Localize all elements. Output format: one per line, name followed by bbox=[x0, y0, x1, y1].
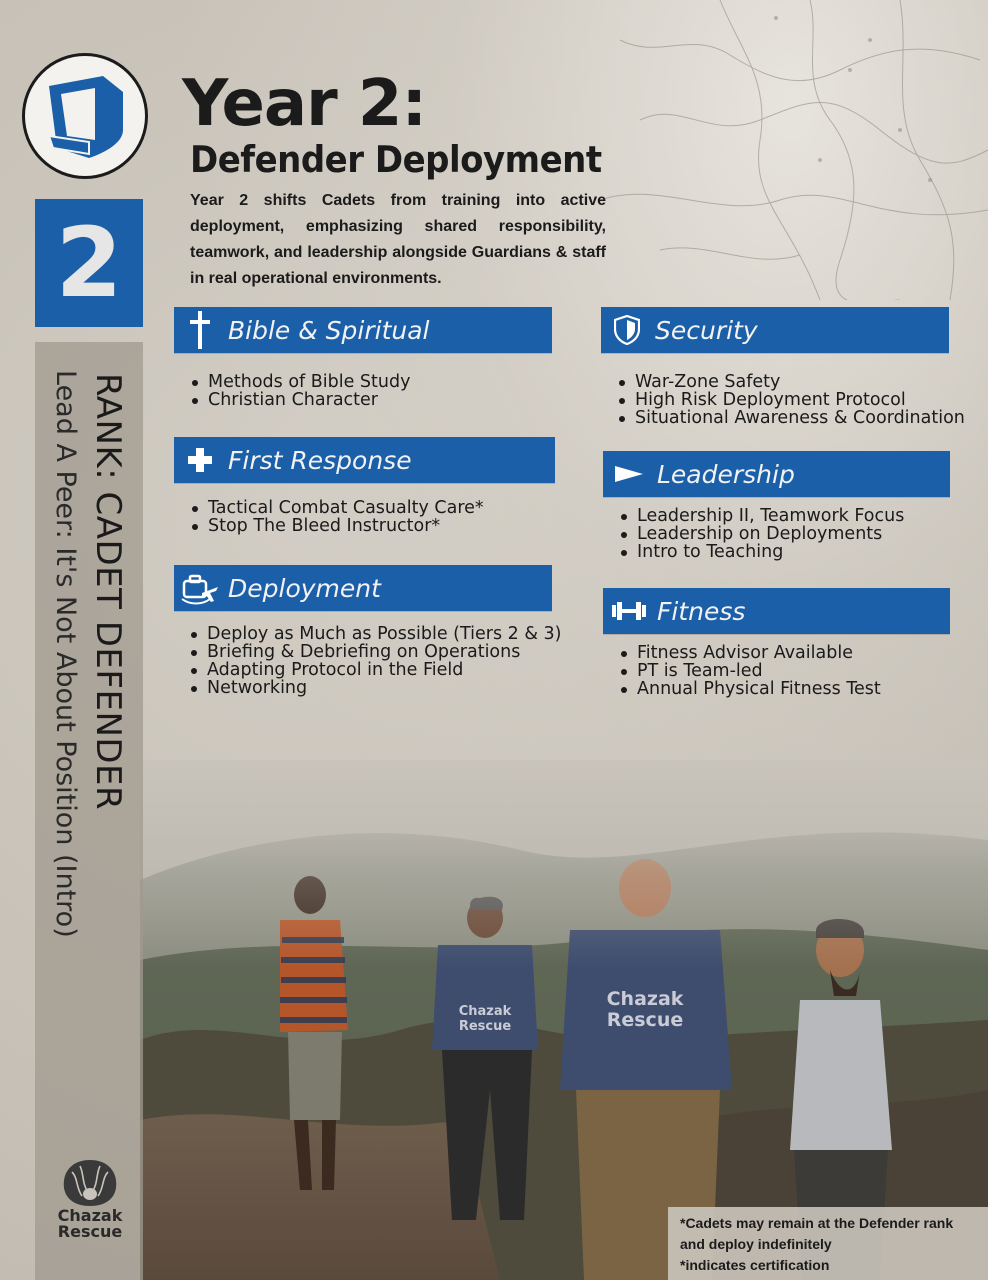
section-title: Leadership bbox=[657, 459, 795, 489]
list-item: Annual Physical Fitness Test bbox=[615, 680, 950, 698]
logo-word-1: Chazak bbox=[57, 1206, 123, 1225]
medical-cross-icon bbox=[178, 437, 222, 483]
logo-word-2: Rescue bbox=[57, 1222, 123, 1241]
section-title: Deployment bbox=[228, 573, 381, 603]
section-list bbox=[186, 499, 555, 535]
intro-paragraph: Year 2 shifts Cadets from training into active deployment, emphasizing shared responsibility, teamwork, and leadership alongside Guardians & staff in real operational environments. bbox=[190, 192, 606, 287]
list-item: Fitness Advisor Available bbox=[615, 644, 950, 662]
rank-subtitle: Lead A Peer: It's Not About Position (Intro) bbox=[50, 370, 81, 938]
list-item: Adapting Protocol in the Field bbox=[185, 661, 552, 679]
footnote-line: *indicates certification bbox=[680, 1257, 830, 1273]
chazak-rescue-logo bbox=[42, 1158, 138, 1240]
section-first-response bbox=[174, 437, 555, 535]
section-list bbox=[186, 373, 552, 409]
section-header bbox=[601, 307, 949, 353]
list-item: Situational Awareness & Coordination bbox=[613, 409, 949, 427]
list-item: Stop The Bleed Instructor* bbox=[186, 517, 555, 535]
cross-icon bbox=[178, 307, 222, 353]
list-item: Tactical Combat Casualty Care* bbox=[186, 499, 555, 517]
section-list bbox=[615, 507, 950, 561]
rank-number-box bbox=[35, 199, 143, 327]
section-list bbox=[615, 644, 950, 698]
rank-title: RANK: CADET DEFENDER bbox=[88, 373, 128, 811]
list-item: High Risk Deployment Protocol bbox=[613, 391, 949, 409]
list-item: War-Zone Safety bbox=[613, 373, 949, 391]
lion-icon bbox=[58, 1158, 122, 1208]
section-deployment bbox=[174, 565, 562, 698]
page-title: Year 2: bbox=[182, 67, 427, 141]
section-header bbox=[603, 588, 950, 634]
section-header bbox=[174, 307, 552, 353]
list-item: Deploy as Much as Possible (Tiers 2 & 3) bbox=[185, 625, 552, 643]
section-list bbox=[613, 372, 965, 428]
suitcase-plane-icon bbox=[178, 565, 222, 611]
section-security bbox=[601, 307, 965, 428]
section-header bbox=[174, 437, 555, 483]
footnote-line: and deploy indefinitely bbox=[680, 1236, 832, 1252]
shield-icon bbox=[605, 307, 649, 353]
list-item: Leadership on Deployments bbox=[615, 525, 950, 543]
section-title: First Response bbox=[228, 445, 412, 475]
list-item: Briefing & Debriefing on Operations bbox=[185, 643, 552, 661]
section-bible-spiritual bbox=[174, 307, 552, 409]
section-leadership bbox=[603, 451, 950, 561]
rank-number: 2 bbox=[55, 207, 123, 319]
background-map bbox=[600, 0, 988, 300]
list-item: Methods of Bible Study bbox=[186, 373, 552, 391]
list-item: Christian Character bbox=[186, 391, 552, 409]
footnote-line: *Cadets may remain at the Defender rank bbox=[680, 1215, 954, 1231]
section-title: Security bbox=[655, 315, 758, 345]
footnote-box bbox=[668, 1207, 988, 1280]
defender-badge-logo bbox=[22, 53, 148, 179]
section-fitness bbox=[603, 588, 950, 698]
list-item: Networking bbox=[185, 679, 552, 697]
section-title: Bible & Spiritual bbox=[228, 315, 430, 345]
list-item: PT is Team-led bbox=[615, 662, 950, 680]
deployment-photo bbox=[140, 760, 988, 1280]
page-subtitle: Defender Deployment bbox=[190, 138, 602, 182]
list-item: Leadership II, Teamwork Focus bbox=[615, 507, 950, 525]
list-item: Intro to Teaching bbox=[615, 543, 950, 561]
pennant-flag-icon bbox=[607, 451, 651, 497]
dumbbell-icon bbox=[607, 588, 651, 634]
shield-badge-icon bbox=[43, 72, 129, 162]
section-header bbox=[603, 451, 950, 497]
section-list bbox=[185, 624, 562, 698]
section-header bbox=[174, 565, 552, 611]
section-title: Fitness bbox=[657, 596, 746, 626]
